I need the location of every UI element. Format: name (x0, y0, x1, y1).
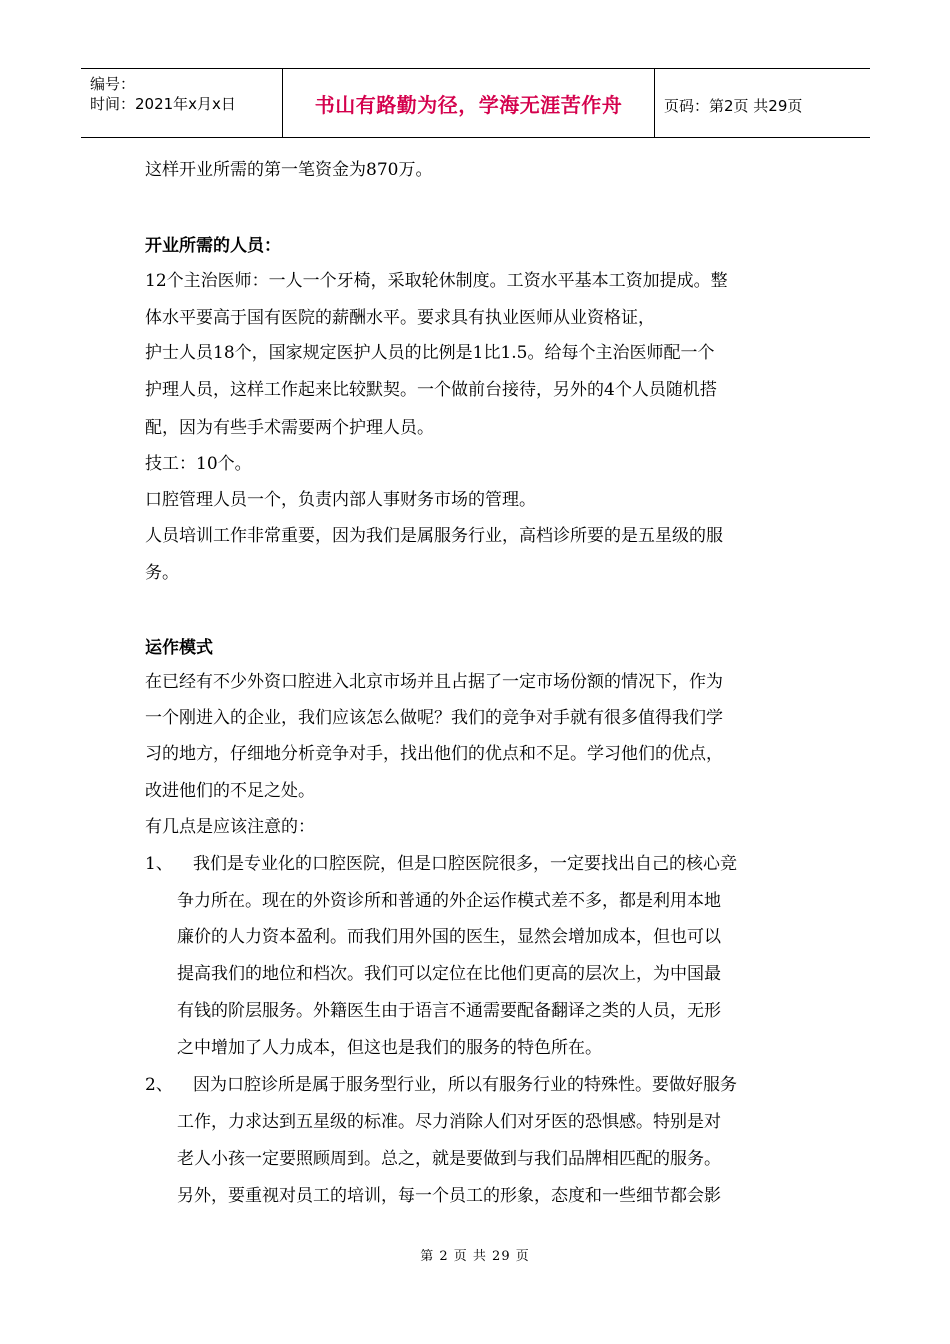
list-item-line: 廉价的人力资本盈利。而我们用外国的医生，显然会增加成本，但也可以 (177, 927, 721, 947)
list-item-line: 因为口腔诊所是属于服务型行业，所以有服务行业的特殊性。要做好服务 (193, 1075, 737, 1095)
list-item-line: 之中增加了人力成本，但这也是我们的服务的特色所在。 (177, 1038, 602, 1058)
header-meta-cell (81, 69, 282, 137)
list-item-line: 老人小孩一定要照顾周到。总之，就是要做到与我们品牌相匹配的服务。 (177, 1149, 721, 1169)
intro-paragraph: 这样开业所需的第一笔资金为870万。 (145, 160, 433, 180)
list-number: 1、 (145, 854, 173, 874)
paragraph-line: 务。 (145, 563, 179, 583)
number-label: 编号： (90, 75, 136, 93)
paragraph-line: 在已经有不少外资口腔进入北京市场并且占据了一定市场份额的情况下，作为 (145, 672, 723, 692)
paragraph-line: 有几点是应该注意的： (145, 817, 315, 837)
paragraph-line: 习的地方，仔细地分析竞争对手，找出他们的优点和不足。学习他们的优点， (145, 744, 723, 764)
list-item-line: 争力所在。现在的外资诊所和普通的外企运作模式差不多，都是利用本地 (177, 891, 721, 911)
date-label: 时间：2021年x月x日 (90, 95, 236, 113)
paragraph-line: 人员培训工作非常重要，因为我们是属服务行业，高档诊所要的是五星级的服 (145, 526, 723, 546)
paragraph-line: 技工：10个。 (145, 454, 252, 474)
paragraph-line: 一个刚进入的企业，我们应该怎么做呢？我们的竞争对手就有很多值得我们学 (145, 708, 723, 728)
page-label: 页码：第2页 共29页 (664, 97, 803, 115)
paragraph-line: 口腔管理人员一个，负责内部人事财务市场的管理。 (145, 490, 536, 510)
paragraph-line: 体水平要高于国有医院的薪酬水平。要求具有执业医师从业资格证， (145, 308, 655, 328)
page-footer: 第 2 页 共 29 页 (420, 1249, 530, 1264)
list-number: 2、 (145, 1075, 173, 1095)
motto: 书山有路勤为径，学海无涯苦作舟 (282, 69, 655, 137)
paragraph-line: 配，因为有些手术需要两个护理人员。 (145, 418, 434, 438)
paragraph-line: 护士人员18个，国家规定医护人员的比例是1比1.5。给每个主治医师配一个 (145, 343, 715, 363)
ops-heading: 运作模式 (145, 638, 213, 658)
list-item-line: 另外，要重视对员工的培训，每一个员工的形象，态度和一些细节都会影 (177, 1186, 721, 1206)
list-item-line: 我们是专业化的口腔医院，但是口腔医院很多，一定要找出自己的核心竞 (193, 854, 737, 874)
paragraph-line: 12个主治医师：一人一个牙椅，采取轮休制度。工资水平基本工资加提成。整 (145, 271, 728, 291)
paragraph-line: 护理人员，这样工作起来比较默契。一个做前台接待，另外的4个人员随机搭 (145, 380, 717, 400)
paragraph-line: 改进他们的不足之处。 (145, 781, 315, 801)
list-item-line: 有钱的阶层服务。外籍医生由于语言不通需要配备翻译之类的人员，无形 (177, 1001, 721, 1021)
staff-heading: 开业所需的人员： (145, 236, 281, 256)
list-item-line: 提高我们的地位和档次。我们可以定位在比他们更高的层次上，为中国最 (177, 964, 721, 984)
header-table (81, 68, 870, 138)
list-item-line: 工作，力求达到五星级的标准。尽力消除人们对牙医的恐惧感。特别是对 (177, 1112, 721, 1132)
